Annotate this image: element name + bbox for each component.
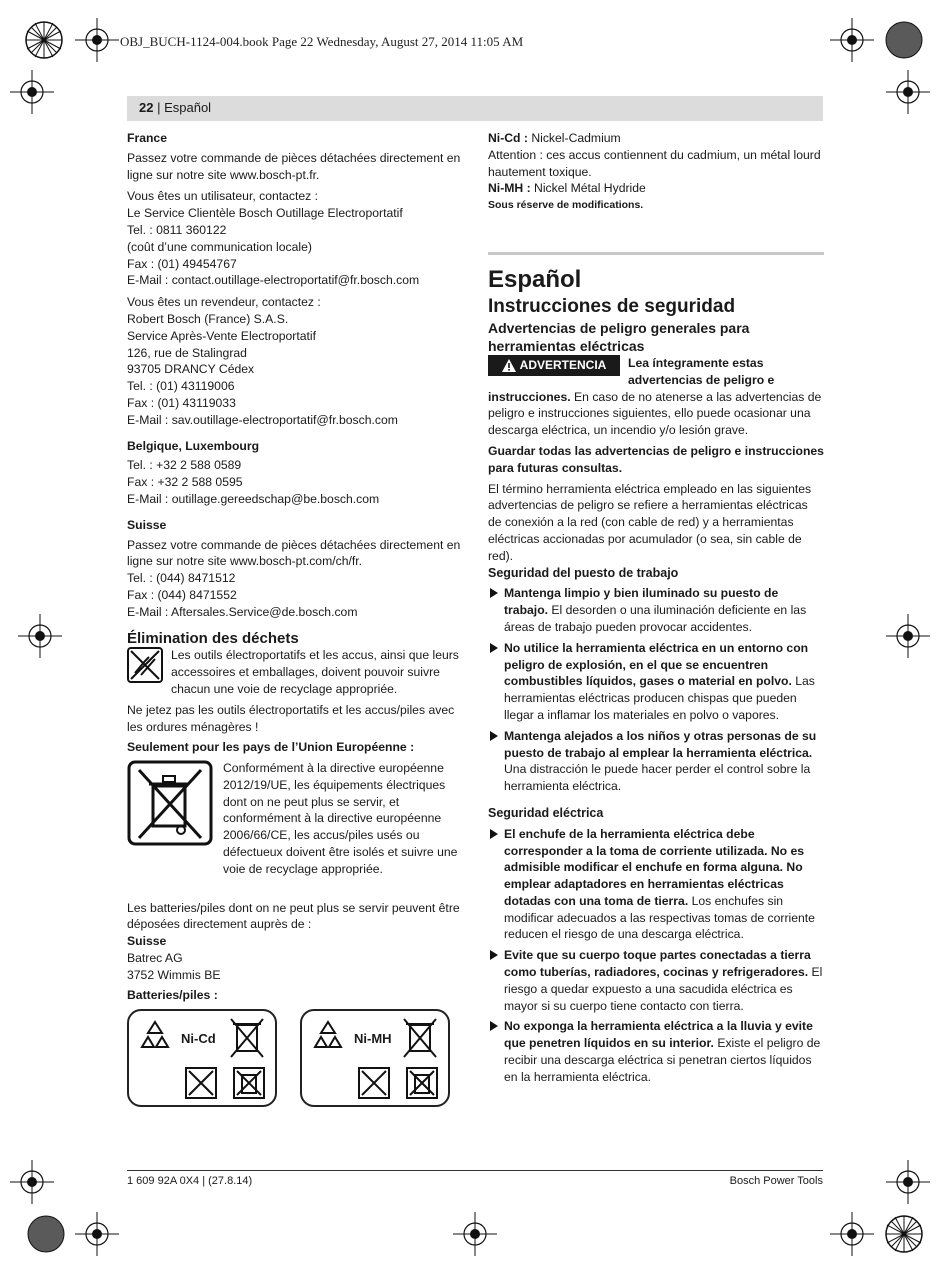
france-paragraph: Passez votre commande de pièces détachées directement en ligne sur notre site www.bosch-pt.fr. <box>127 150 461 182</box>
nimh-def: Nickel Métal Hydride <box>530 181 646 196</box>
gray-target-icon <box>26 1214 66 1254</box>
nicd-def: Nickel-Cadmium <box>527 131 621 145</box>
list-item <box>488 947 824 1014</box>
bullet-triangle-icon <box>490 731 498 741</box>
contact-line: Tel. : 0811 360122 <box>127 222 227 237</box>
nicd-symbol-box <box>127 1009 277 1107</box>
recycle-icon <box>137 1019 173 1055</box>
item-bold: Mantenga alejados a los niños y otras personas de su puesto de trabajo al emplear la herramienta eléctrica. <box>504 728 817 760</box>
item-text: Las herramientas eléctricas producen chispas que pueden llegar a inflamar los materiales en polvo o vapores. <box>504 674 815 722</box>
crossed-bin-icon <box>127 760 213 846</box>
belgium-contact <box>127 457 465 507</box>
crossed-tool-icon <box>185 1067 217 1099</box>
warning-block <box>488 355 824 439</box>
registration-mark-icon <box>886 614 930 658</box>
contact-line: Vous êtes un utilisateur, contactez : <box>127 189 319 204</box>
registration-mark-icon <box>886 70 930 114</box>
item-bold: Evite que su cuerpo toque partes conectadas a tierra como tuberías, radiadores, cocinas y refrigeradores. <box>504 948 811 980</box>
warning-text: En caso de no atenerse a las advertencias de peligro e instrucciones siguientes, ello puede ocasionar una descarga eléctrica, un incendio y/o lesión grave. <box>488 389 822 438</box>
page-header-bar <box>127 96 823 121</box>
eu-title: Seulement pour les pays de l’Union Européenne : <box>127 740 415 755</box>
bullet-triangle-icon <box>490 643 498 653</box>
contact-line: Service Après-Vente Electroportatif <box>127 328 317 343</box>
contact-line: E-Mail : Aftersales.Service@de.bosch.com <box>127 604 358 619</box>
bullet-triangle-icon <box>490 829 498 839</box>
electric-safety-title: Seguridad eléctrica <box>488 805 604 820</box>
crossed-battery-icon <box>233 1067 265 1099</box>
work-safety-title: Seguridad del puesto de trabajo <box>488 565 679 580</box>
list-item <box>488 640 824 724</box>
batrec-title: Suisse <box>127 934 167 949</box>
eu-paragraph: Conformément à la directive européenne 2012/19/UE, les équipements électriques dont on ne peut plus se servir, et conformément à la directive européenne 2006/66/CE, les accus/piles usés ou défectueux doivent être isolés et suivre une voie de recyclage appropriée. <box>223 761 458 876</box>
keep-instructions: Guardar todas las advertencias de peligro e instrucciones para futuras consultas. <box>488 443 824 475</box>
list-item <box>488 826 824 944</box>
nicd-label: Ni-Cd <box>181 1031 216 1047</box>
sunburst-target-icon <box>24 20 64 60</box>
warning-badge <box>488 355 620 376</box>
footer-doc-id: 1 609 92A 0X4 | (27.8.14) <box>127 1175 253 1187</box>
term-paragraph: El término herramienta eléctrica empleado en las siguientes advertencias de peligro se refiere a herramientas eléctricas de conexión a la red (con cable de red) y a herramientas eléctricas accionadas por acumulador (o sea, sin cable de red). <box>488 481 812 563</box>
crossed-bin-icon <box>400 1015 440 1059</box>
item-text: Existe el peligro de recibir una descarga eléctrica si penetran ciertos líquidos en la herramienta eléctrica. <box>504 1036 821 1084</box>
nimh-label: Ni-MH <box>354 1031 392 1047</box>
left-column <box>127 130 465 1109</box>
suisse-title: Suisse <box>127 517 167 532</box>
page-number: 22 <box>139 100 154 115</box>
section-divider <box>488 252 824 255</box>
right-column <box>488 130 824 1086</box>
warning-badge-label: ADVERTENCIA <box>519 358 607 373</box>
recycle-icon <box>310 1019 346 1055</box>
list-item <box>488 1018 824 1085</box>
contact-line: Vous êtes un revendeur, contactez : <box>127 295 321 310</box>
contact-line: E-Mail : sav.outillage-electroportatif@fr.bosch.com <box>127 412 398 427</box>
registration-mark-icon <box>830 18 874 62</box>
registration-mark-icon <box>10 70 54 114</box>
item-text: El riesgo a quedar expuesto a una sacudida eléctrica es mayor si su cuerpo tiene contacto con tierra. <box>504 965 823 1013</box>
nicd-definition <box>488 130 824 147</box>
list-item <box>488 728 824 795</box>
warning-bold: Lea íntegramente estas advertencias de peligro e instrucciones. <box>488 355 775 404</box>
elimination-block <box>127 647 465 697</box>
item-bold: No utilice la herramienta eléctrica en un entorno con peligro de explosión, en el que se encuentren combustibles líquidos, gases o material en polvo. <box>504 640 809 689</box>
batrec-line: Batrec AG <box>127 951 183 966</box>
nicd-term: Ni-Cd : <box>488 131 528 145</box>
header-language: Español <box>164 100 212 115</box>
item-bold: El enchufe de la herramienta eléctrica debe corresponder a la toma de corriente utilizada. No es admisible modificar el enchufe en forma alguna. No emplear adaptadores en herramientas eléctricas dotadas con una toma de tierra. <box>504 826 805 908</box>
registration-mark-icon <box>886 1160 930 1204</box>
contact-line: 93705 DRANCY Cédex <box>127 362 255 377</box>
safety-title: Instrucciones de seguridad <box>488 295 736 317</box>
registration-mark-icon <box>453 1212 497 1256</box>
footer-brand: Bosch Power Tools <box>729 1175 823 1187</box>
crossed-battery-icon <box>406 1067 438 1099</box>
item-bold: Mantenga limpio y bien iluminado su puesto de trabajo. <box>504 586 779 618</box>
crossed-tool-icon <box>127 647 163 683</box>
contact-line: Fax : (01) 43119033 <box>127 395 236 410</box>
batteries-title: Batteries/piles : <box>127 987 218 1002</box>
item-bold: No exponga la herramienta eléctrica a la lluvia y evite que penetren líquidos en su interior. <box>504 1019 813 1051</box>
gray-target-icon <box>884 20 924 60</box>
belgium-title: Belgique, Luxembourg <box>127 438 260 453</box>
nimh-definition <box>488 180 824 197</box>
bullet-triangle-icon <box>490 588 498 598</box>
contact-line: Le Service Clientèle Bosch Outillage Electroportatif <box>127 206 403 221</box>
page-footer <box>127 1170 823 1187</box>
contact-line: Tel. : (01) 43119006 <box>127 379 235 394</box>
france-title: France <box>127 131 167 145</box>
crossed-tool-icon <box>358 1067 390 1099</box>
sunburst-target-icon <box>884 1214 924 1254</box>
page-header <box>139 100 211 115</box>
suisse-contact <box>127 537 465 621</box>
contact-line: Fax : +32 2 588 0595 <box>127 475 243 490</box>
registration-mark-icon <box>75 1212 119 1256</box>
contact-line: Tel. : +32 2 588 0589 <box>127 458 242 473</box>
print-info-line: OBJ_BUCH-1124-004.book Page 22 Wednesday, August 27, 2014 11:05 AM <box>120 34 524 49</box>
bullet-triangle-icon <box>490 950 498 960</box>
warning-triangle-icon <box>502 359 516 372</box>
contact-line: Passez votre commande de pièces détachées directement en <box>127 537 461 552</box>
contact-line: Fax : (01) 49454767 <box>127 256 237 271</box>
nimh-symbol-box <box>300 1009 450 1107</box>
registration-mark-icon <box>75 18 119 62</box>
france-dealer-contact <box>127 294 465 428</box>
registration-mark-icon <box>10 1160 54 1204</box>
registration-mark-icon <box>18 614 62 658</box>
item-text: Los enchufes sin modificar adecuados a las respectivas tomas de corriente reducen el riesgo de una descarga eléctrica. <box>504 893 815 942</box>
item-text: Una distracción le puede hacer perder el control sobre la herramienta eléctrica. <box>504 762 811 794</box>
registration-mark-icon <box>830 1212 874 1256</box>
battery-symbols <box>127 1009 465 1109</box>
contact-line: (coût d’une communication locale) <box>127 239 312 254</box>
batteries-paragraph: Les batteries/piles dont on ne peut plus se servir peuvent être déposées directement auprès de : <box>127 900 460 932</box>
elimination-paragraph: Les outils électroportatifs et les accus, ainsi que leurs accessoires et emballages, doivent pouvoir suivre chacun une voie de recyclage appropriée. <box>171 648 459 696</box>
elimination-paragraph-2: Ne jetez pas les outils électroportatifs et les accus/piles avec les ordures ménagères ! <box>127 702 455 734</box>
general-warnings-title: Advertencias de peligro generales para herramientas eléctricas <box>488 319 750 354</box>
contact-line: Fax : (044) 8471552 <box>127 587 237 602</box>
elimination-title: Élimination des déchets <box>127 629 299 647</box>
crossed-bin-icon <box>227 1015 267 1059</box>
contact-line: Robert Bosch (France) S.A.S. <box>127 311 289 326</box>
contact-line: Tel. : (044) 8471512 <box>127 571 236 586</box>
section-title: Español <box>488 265 582 293</box>
list-item <box>488 585 824 635</box>
bullet-triangle-icon <box>490 1021 498 1031</box>
item-text: El desorden o una iluminación deficiente en las áreas de trabajo pueden provocar accidentes. <box>504 603 807 634</box>
header-separator: | <box>153 100 165 115</box>
contact-line: ligne sur notre site www.bosch-pt.com/ch/fr. <box>127 554 363 569</box>
batrec-line: 3752 Wimmis BE <box>127 967 221 982</box>
contact-line: E-Mail : outillage.gereedschap@be.bosch.com <box>127 491 380 506</box>
reserve-note: Sous réserve de modifications. <box>488 199 644 212</box>
nicd-note: Attention : ces accus contiennent du cadmium, un métal lourd hautement toxique. <box>488 147 821 179</box>
eu-block <box>127 760 465 878</box>
france-user-contact <box>127 188 465 289</box>
nimh-term: Ni-MH : <box>488 181 531 196</box>
contact-line: 126, rue de Stalingrad <box>127 345 247 360</box>
contact-line: E-Mail : contact.outillage-electroportatif@fr.bosch.com <box>127 273 420 288</box>
